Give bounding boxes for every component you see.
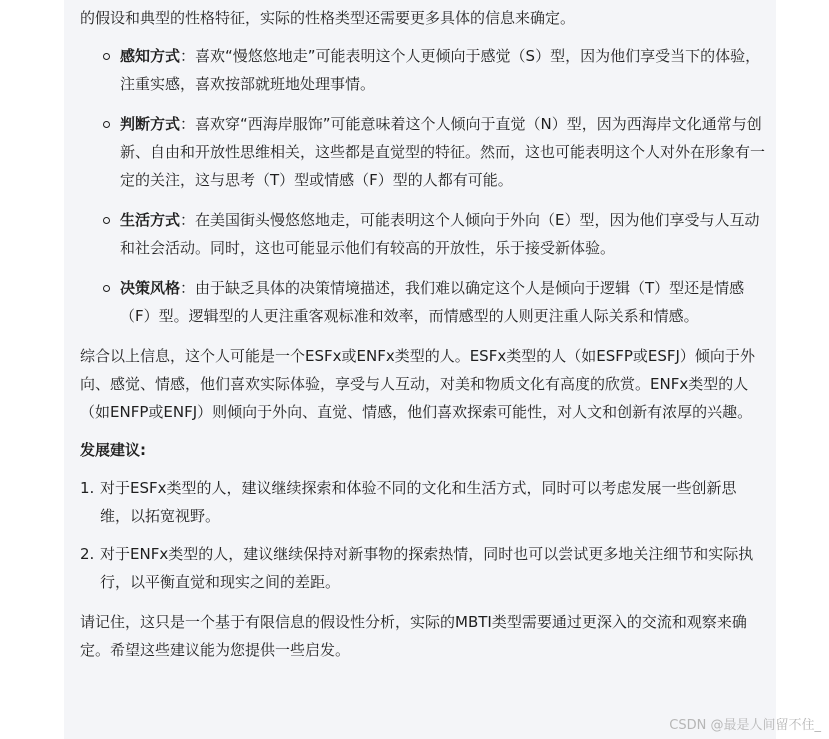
intro-text: 的假设和典型的性格特征，实际的性格类型还需要更多具体的信息来确定。 <box>80 9 576 27</box>
suggestion-list <box>80 474 766 596</box>
trait-title: 判断方式 <box>120 115 181 133</box>
suggestion-text: 对于ESFx类型的人，建议继续探索和体验不同的文化和生活方式，同时可以考虑发展一些创新思维，以拓宽视野。 <box>100 479 737 525</box>
summary-text: 综合以上信息，这个人可能是一个ESFx或ENFx类型的人。ESFx类型的人（如ESFP或ESFJ）倾向于外向、感觉、情感，他们喜欢实际体验，享受与人互动，对美和物质文化有高度的欣赏。ENFx类型的人（如ENFP或ENFJ）则倾向于外向、直觉、情感，他们喜欢探索可能性，对人文和创新有浓厚的兴趣。 <box>80 347 755 421</box>
answer-content <box>80 4 766 664</box>
suggestions-heading: 发展建议 <box>80 441 141 459</box>
csdn-watermark: CSDN @最是人间留不住_ <box>669 718 821 733</box>
trait-title: 决策风格 <box>120 279 181 297</box>
item-number: 1. <box>80 479 95 497</box>
trait-text: ：喜欢穿“西海岸服饰”可能意味着这个人倾向于直觉（N）型，因为西海岸文化通常与创新、自由和开放性思维相关，这些都是直觉型的特征。然而，这也可能表明这个人对外在形象有一定的关注，这与思考（T）型或情感（F）型的人都有可能。 <box>120 115 766 189</box>
trait-text: ：在美国街头慢悠悠地走，可能表明这个人倾向于外向（E）型，因为他们享受与人互动和社会活动。同时，这也可能显示他们有较高的开放性，乐于接受新体验。 <box>120 211 760 257</box>
section-heading <box>80 436 766 464</box>
list-item <box>120 274 766 330</box>
heading-colon: : <box>140 441 147 459</box>
list-item <box>80 540 766 596</box>
item-number: 2. <box>80 545 95 563</box>
closing-text: 请记住，这只是一个基于有限信息的假设性分析，实际的MBTI类型需要通过更深入的交流和观察来确定。希望这些建议能为您提供一些启发。 <box>80 613 747 659</box>
trait-text: ：喜欢“慢悠悠地走”可能表明这个人更倾向于感觉（S）型，因为他们享受当下的体验，注重实感，喜欢按部就班地处理事情。 <box>120 47 761 93</box>
trait-text: ：由于缺乏具体的决策情境描述，我们难以确定这个人是倾向于逻辑（T）型还是情感（F）型。逻辑型的人更注重客观标准和效率，而情感型的人则更注重人际关系和情感。 <box>120 279 745 325</box>
list-item <box>120 110 766 194</box>
trait-list <box>80 42 766 330</box>
trait-title: 感知方式 <box>120 47 181 65</box>
list-item <box>120 42 766 98</box>
answer-card <box>64 0 776 739</box>
list-item <box>80 474 766 530</box>
list-item <box>120 206 766 262</box>
trait-title: 生活方式 <box>120 211 181 229</box>
suggestion-text: 对于ENFx类型的人，建议继续保持对新事物的探索热情，同时也可以尝试更多地关注细节和实际执行，以平衡直觉和现实之间的差距。 <box>100 545 754 591</box>
